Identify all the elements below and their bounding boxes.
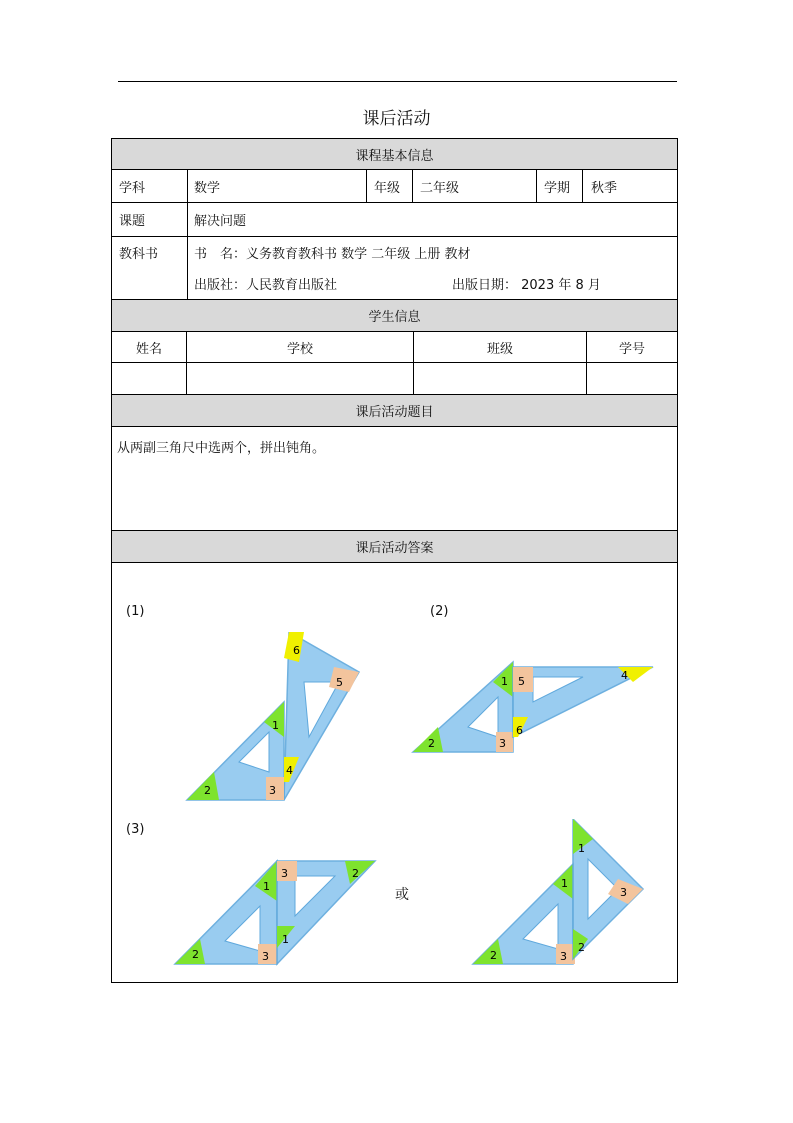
angle-label-2e: 2 — [578, 941, 585, 954]
question-header: 课后活动题目 — [112, 395, 677, 427]
page-title: 课后活动 — [362, 109, 431, 129]
angle-label-3e: 3 — [620, 886, 627, 899]
subject-value: 数学 — [194, 180, 221, 196]
topic-label: 课题 — [119, 214, 146, 229]
angle-label-4: 4 — [286, 764, 293, 777]
angle-label-5b: 5 — [518, 675, 525, 688]
angle-label-2f: 2 — [490, 949, 497, 962]
topic-value: 解决问题 — [194, 214, 247, 229]
figure-1-set-squares — [184, 632, 374, 807]
student-row-empty — [112, 363, 677, 394]
angle-label-1d: 1 — [282, 933, 289, 946]
angle-label-1e: 1 — [578, 842, 585, 855]
angle-label-2c: 2 — [352, 867, 359, 880]
term-label: 学期 — [544, 180, 571, 196]
figure-label-1: (1) — [126, 604, 145, 619]
col-student-id: 学号 — [618, 341, 645, 357]
angle-label-1f: 1 — [561, 877, 568, 890]
angle-label-2: 2 — [204, 784, 211, 797]
angle-label-3c: 3 — [281, 867, 288, 880]
angle-label-6: 6 — [293, 644, 300, 657]
grade-value: 二年级 — [420, 180, 460, 196]
angle-label-3: 3 — [269, 784, 276, 797]
publisher: 出版社：人民教育出版社 — [194, 277, 338, 293]
course-info-header: 课程基本信息 — [112, 139, 677, 170]
book-name: 书 名：义务教育教科书 数学 二年级 上册 教材 — [194, 246, 471, 262]
angle-label-5: 5 — [336, 676, 343, 689]
figure-3a-set-squares — [170, 856, 380, 968]
col-school: 学校 — [286, 341, 313, 357]
angle-label-4b: 4 — [621, 669, 628, 682]
subject-label: 学科 — [119, 180, 146, 196]
angle-label-1c: 1 — [263, 880, 270, 893]
angle-label-3f: 3 — [560, 950, 567, 963]
answer-header: 课后活动答案 — [112, 531, 677, 563]
angle-label-1: 1 — [272, 719, 279, 732]
figure-2-set-squares — [408, 657, 658, 757]
angle-label-2b: 2 — [428, 737, 435, 750]
figure-label-2: (2) — [430, 604, 449, 619]
figure-3b-set-squares — [468, 819, 648, 969]
angle-label-6b: 6 — [516, 724, 523, 737]
angle-label-1b: 1 — [501, 675, 508, 688]
col-name: 姓名 — [135, 341, 162, 357]
term-value: 秋季 — [591, 180, 618, 196]
figure-label-3: (3) — [126, 822, 145, 837]
angle-label-2d: 2 — [192, 948, 199, 961]
header-rule — [118, 81, 677, 82]
or-text: 或 — [395, 887, 409, 903]
activity-sheet — [111, 138, 678, 983]
student-info-header: 学生信息 — [112, 300, 677, 332]
angle-label-3d: 3 — [262, 950, 269, 963]
angle-label-3b: 3 — [499, 737, 506, 750]
question-text: 从两副三角尺中选两个，拼出钝角。 — [117, 441, 326, 456]
col-class: 班级 — [486, 341, 513, 357]
grade-label: 年级 — [374, 180, 401, 196]
textbook-label: 教科书 — [119, 246, 159, 262]
publication-date: 出版日期： 2023 年 8 月 — [452, 277, 601, 293]
